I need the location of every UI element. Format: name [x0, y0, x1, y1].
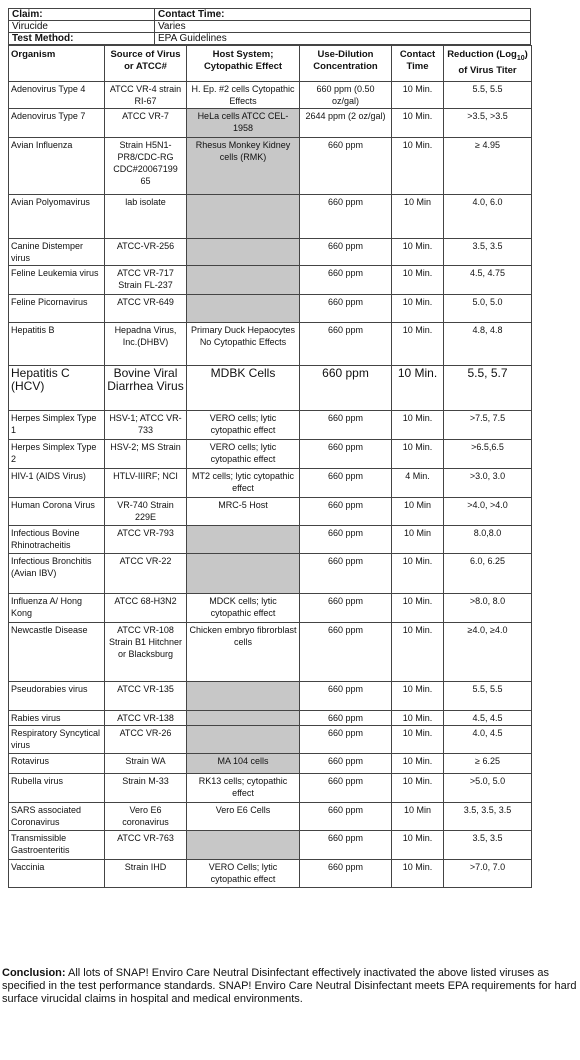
- source-cell: HTLV-IIIRF; NCI: [105, 469, 187, 498]
- use-dilution-cell: 660 ppm: [300, 711, 392, 726]
- use-dilution-cell: 660 ppm: [300, 526, 392, 554]
- reduction-cell: 4.5, 4.5: [444, 711, 532, 726]
- host-system-cell: RK13 cells; cytopathic effect: [187, 774, 300, 803]
- table-row: [9, 774, 532, 803]
- organism-cell: Hepatitis C (HCV): [9, 366, 105, 411]
- use-dilution-cell: 660 ppm: [300, 594, 392, 623]
- reduction-cell: ≥ 6.25: [444, 754, 532, 774]
- contact-time-value: Varies: [155, 21, 531, 33]
- table-row: [9, 138, 532, 195]
- reduction-cell: >3.5, >3.5: [444, 109, 532, 138]
- reduction-cell: >7.0, 7.0: [444, 860, 532, 888]
- table-row: [9, 526, 532, 554]
- contact-time-cell: 10 Min.: [392, 266, 444, 295]
- host-system-cell: [187, 682, 300, 711]
- organism-cell: Pseudorabies virus: [9, 682, 105, 711]
- organism-cell: Adenovirus Type 4: [9, 82, 105, 109]
- column-header-reduction: [444, 46, 532, 82]
- host-system-cell: MDCK cells; lytic cytopathic effect: [187, 594, 300, 623]
- table-row: [9, 754, 532, 774]
- host-system-cell: MT2 cells; lytic cytopathic effect: [187, 469, 300, 498]
- contact-time-cell: 10 Min.: [392, 860, 444, 888]
- source-cell: Strain WA: [105, 754, 187, 774]
- source-cell: Vero E6 coronavirus: [105, 803, 187, 831]
- organism-cell: Transmissible Gastroenteritis: [9, 831, 105, 860]
- use-dilution-cell: 660 ppm: [300, 498, 392, 526]
- contact-time-cell: 10 Min.: [392, 554, 444, 594]
- use-dilution-cell: 660 ppm (0.50 oz/gal): [300, 82, 392, 109]
- test-method-label: Test Method:: [9, 33, 155, 45]
- contact-time-cell: 10 Min.: [392, 754, 444, 774]
- reduction-cell: >7.5, 7.5: [444, 411, 532, 440]
- column-header-host-system: Host System; Cytopathic Effect: [187, 46, 300, 82]
- host-system-cell: [187, 266, 300, 295]
- contact-time-cell: 10 Min.: [392, 774, 444, 803]
- organism-cell: Infectious Bovine Rhinotracheitis: [9, 526, 105, 554]
- host-system-cell: [187, 711, 300, 726]
- use-dilution-cell: 660 ppm: [300, 411, 392, 440]
- table-row: [9, 498, 532, 526]
- source-cell: ATCC VR-7: [105, 109, 187, 138]
- host-system-cell: [187, 239, 300, 266]
- source-cell: Strain M-33: [105, 774, 187, 803]
- use-dilution-cell: 660 ppm: [300, 138, 392, 195]
- contact-time-cell: 10 Min: [392, 526, 444, 554]
- table-row: [9, 411, 532, 440]
- use-dilution-cell: 660 ppm: [300, 266, 392, 295]
- contact-time-cell: 10 Min.: [392, 623, 444, 682]
- organism-cell: Influenza A/ Hong Kong: [9, 594, 105, 623]
- source-cell: ATCC VR-135: [105, 682, 187, 711]
- table-row: [9, 295, 532, 323]
- reduction-header-suffix: ) of Virus Titer: [458, 49, 528, 76]
- host-system-cell: [187, 554, 300, 594]
- claim-header-table: [8, 8, 531, 45]
- reduction-cell: 4.8, 4.8: [444, 323, 532, 366]
- organism-cell: Canine Distemper virus: [9, 239, 105, 266]
- reduction-cell: >3.0, 3.0: [444, 469, 532, 498]
- use-dilution-cell: 2644 ppm (2 oz/gal): [300, 109, 392, 138]
- reduction-cell: 5.0, 5.0: [444, 295, 532, 323]
- source-cell: ATCC VR-22: [105, 554, 187, 594]
- use-dilution-cell: 660 ppm: [300, 366, 392, 411]
- table-row: [9, 831, 532, 860]
- reduction-cell: 4.0, 4.5: [444, 726, 532, 754]
- host-system-cell: Rhesus Monkey Kidney cells (RMK): [187, 138, 300, 195]
- table-row: [9, 711, 532, 726]
- contact-time-cell: 10 Min: [392, 803, 444, 831]
- conclusion-text: All lots of SNAP! Enviro Care Neutral Disinfectant effectively inactivated the above listed viruses as specified in the test performance standards. SNAP! Enviro Care Neutral Disinfectant meets EPA requirements for hard surface virucidal claims in hospital and medical environments.: [2, 967, 577, 1005]
- reduction-cell: 3.5, 3.5: [444, 831, 532, 860]
- contact-time-cell: 10 Min.: [392, 109, 444, 138]
- reduction-cell: >6.5,6.5: [444, 440, 532, 469]
- host-system-cell: Vero E6 Cells: [187, 803, 300, 831]
- contact-time-label: Contact Time:: [155, 9, 531, 21]
- table-row: [9, 594, 532, 623]
- table-row: [9, 195, 532, 239]
- host-system-cell: [187, 195, 300, 239]
- source-cell: lab isolate: [105, 195, 187, 239]
- host-system-cell: Primary Duck Hepaocytes No Cytopathic Effects: [187, 323, 300, 366]
- use-dilution-cell: 660 ppm: [300, 831, 392, 860]
- virucide-data-sheet: [8, 8, 531, 888]
- column-header-use-dilution: Use-Dilution Concentration: [300, 46, 392, 82]
- organism-cell: Respiratory Syncytical virus: [9, 726, 105, 754]
- host-system-cell: VERO Cells; lytic cytopathic effect: [187, 860, 300, 888]
- reduction-cell: >5.0, 5.0: [444, 774, 532, 803]
- source-cell: Hepadna Virus, Inc.(DHBV): [105, 323, 187, 366]
- host-system-cell: MDBK Cells: [187, 366, 300, 411]
- use-dilution-cell: 660 ppm: [300, 803, 392, 831]
- use-dilution-cell: 660 ppm: [300, 323, 392, 366]
- organism-cell: Avian Polyomavirus: [9, 195, 105, 239]
- use-dilution-cell: 660 ppm: [300, 726, 392, 754]
- source-cell: VR-740 Strain 229E: [105, 498, 187, 526]
- host-system-cell: [187, 726, 300, 754]
- organism-cell: Infectious Bronchitis (Avian IBV): [9, 554, 105, 594]
- claim-value: Virucide: [9, 21, 155, 33]
- table-row: [9, 682, 532, 711]
- table-row: [9, 239, 532, 266]
- host-system-cell: HeLa cells ATCC CEL-1958: [187, 109, 300, 138]
- reduction-cell: 3.5, 3.5: [444, 239, 532, 266]
- contact-time-cell: 10 Min.: [392, 726, 444, 754]
- host-system-cell: MRC-5 Host: [187, 498, 300, 526]
- organism-cell: Adenovirus Type 7: [9, 109, 105, 138]
- column-header-contact-time: Contact Time: [392, 46, 444, 82]
- source-cell: ATCC-VR-256: [105, 239, 187, 266]
- source-cell: Bovine Viral Diarrhea Virus: [105, 366, 187, 411]
- column-header-source: Source of Virus or ATCC#: [105, 46, 187, 82]
- table-row: [9, 860, 532, 888]
- use-dilution-cell: 660 ppm: [300, 860, 392, 888]
- source-cell: ATCC VR-26: [105, 726, 187, 754]
- contact-time-cell: 10 Min: [392, 498, 444, 526]
- use-dilution-cell: 660 ppm: [300, 195, 392, 239]
- reduction-cell: ≥4.0, ≥4.0: [444, 623, 532, 682]
- contact-time-cell: 10 Min.: [392, 138, 444, 195]
- use-dilution-cell: 660 ppm: [300, 239, 392, 266]
- host-system-cell: [187, 295, 300, 323]
- use-dilution-cell: 660 ppm: [300, 554, 392, 594]
- use-dilution-cell: 660 ppm: [300, 623, 392, 682]
- source-cell: Strain H5N1-PR8/CDC-RG CDC#20067199 65: [105, 138, 187, 195]
- reduction-cell: 5.5, 5.5: [444, 682, 532, 711]
- reduction-cell: ≥ 4.95: [444, 138, 532, 195]
- organism-cell: Rubella virus: [9, 774, 105, 803]
- use-dilution-cell: 660 ppm: [300, 440, 392, 469]
- table-row: [9, 440, 532, 469]
- reduction-cell: 8.0,8.0: [444, 526, 532, 554]
- source-cell: ATCC VR-717 Strain FL-237: [105, 266, 187, 295]
- reduction-header-subscript: 10: [516, 54, 525, 62]
- test-method-value: EPA Guidelines: [155, 33, 531, 45]
- host-system-cell: [187, 526, 300, 554]
- conclusion-paragraph: [2, 967, 578, 1006]
- table-row: [9, 726, 532, 754]
- host-system-cell: MA 104 cells: [187, 754, 300, 774]
- source-cell: ATCC VR-138: [105, 711, 187, 726]
- source-cell: Strain IHD: [105, 860, 187, 888]
- table-row: [9, 469, 532, 498]
- contact-time-cell: 10 Min.: [392, 295, 444, 323]
- use-dilution-cell: 660 ppm: [300, 295, 392, 323]
- table-row: [9, 366, 532, 411]
- contact-time-cell: 10 Min.: [392, 239, 444, 266]
- contact-time-cell: 10 Min.: [392, 440, 444, 469]
- source-cell: ATCC VR-649: [105, 295, 187, 323]
- reduction-cell: >8.0, 8.0: [444, 594, 532, 623]
- contact-time-cell: 4 Min.: [392, 469, 444, 498]
- organism-cell: Rotavirus: [9, 754, 105, 774]
- table-row: [9, 323, 532, 366]
- virus-results-table: [8, 45, 532, 888]
- organism-cell: Newcastle Disease: [9, 623, 105, 682]
- use-dilution-cell: 660 ppm: [300, 754, 392, 774]
- reduction-cell: 4.5, 4.75: [444, 266, 532, 295]
- conclusion-label: Conclusion:: [2, 967, 66, 979]
- contact-time-cell: 10 Min.: [392, 682, 444, 711]
- contact-time-cell: 10 Min.: [392, 82, 444, 109]
- source-cell: ATCC VR-4 strain RI-67: [105, 82, 187, 109]
- organism-cell: Avian Influenza: [9, 138, 105, 195]
- table-row: [9, 554, 532, 594]
- contact-time-cell: 10 Min.: [392, 711, 444, 726]
- contact-time-cell: 10 Min.: [392, 323, 444, 366]
- source-cell: HSV-2; MS Strain: [105, 440, 187, 469]
- organism-cell: Feline Leukemia virus: [9, 266, 105, 295]
- use-dilution-cell: 660 ppm: [300, 469, 392, 498]
- contact-time-cell: 10 Min: [392, 195, 444, 239]
- host-system-cell: VERO cells; lytic cytopathic effect: [187, 411, 300, 440]
- source-cell: ATCC VR-763: [105, 831, 187, 860]
- organism-cell: Human Corona Virus: [9, 498, 105, 526]
- host-system-cell: VERO cells; lytic cytopathic effect: [187, 440, 300, 469]
- organism-cell: SARS associated Coronavirus: [9, 803, 105, 831]
- source-cell: ATCC VR-108 Strain B1 Hitchner or Blacksburg: [105, 623, 187, 682]
- source-cell: HSV-1; ATCC VR-733: [105, 411, 187, 440]
- source-cell: ATCC 68-H3N2: [105, 594, 187, 623]
- organism-cell: HIV-1 (AIDS Virus): [9, 469, 105, 498]
- table-row: [9, 266, 532, 295]
- column-header-organism: Organism: [9, 46, 105, 82]
- organism-cell: Herpes Simplex Type 1: [9, 411, 105, 440]
- claim-label: Claim:: [9, 9, 155, 21]
- organism-cell: Feline Picornavirus: [9, 295, 105, 323]
- virus-results-body: [9, 82, 532, 888]
- source-cell: ATCC VR-793: [105, 526, 187, 554]
- organism-cell: Herpes Simplex Type 2: [9, 440, 105, 469]
- reduction-cell: >4.0, >4.0: [444, 498, 532, 526]
- reduction-cell: 5.5, 5.5: [444, 82, 532, 109]
- contact-time-cell: 10 Min.: [392, 831, 444, 860]
- table-row: [9, 109, 532, 138]
- contact-time-cell: 10 Min.: [392, 366, 444, 411]
- use-dilution-cell: 660 ppm: [300, 682, 392, 711]
- reduction-cell: 6.0, 6.25: [444, 554, 532, 594]
- organism-cell: Rabies virus: [9, 711, 105, 726]
- reduction-cell: 4.0, 6.0: [444, 195, 532, 239]
- host-system-cell: H. Ep. #2 cells Cytopathic Effects: [187, 82, 300, 109]
- reduction-cell: 5.5, 5.7: [444, 366, 532, 411]
- reduction-header-prefix: Reduction (Log: [447, 49, 517, 60]
- use-dilution-cell: 660 ppm: [300, 774, 392, 803]
- reduction-cell: 3.5, 3.5, 3.5: [444, 803, 532, 831]
- host-system-cell: Chicken embryo fibrorblast cells: [187, 623, 300, 682]
- organism-cell: Hepatitis B: [9, 323, 105, 366]
- table-row: [9, 803, 532, 831]
- contact-time-cell: 10 Min.: [392, 594, 444, 623]
- table-row: [9, 82, 532, 109]
- table-row: [9, 623, 532, 682]
- host-system-cell: [187, 831, 300, 860]
- contact-time-cell: 10 Min.: [392, 411, 444, 440]
- organism-cell: Vaccinia: [9, 860, 105, 888]
